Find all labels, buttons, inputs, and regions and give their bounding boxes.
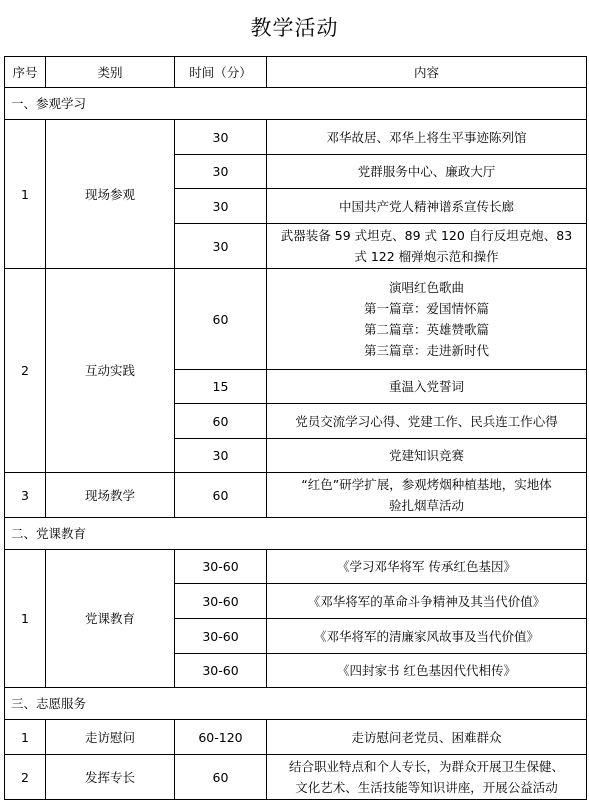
row-number: 3: [5, 473, 46, 518]
content-line: 《邓华将军的清廉家风故事及当代价值》: [313, 628, 539, 644]
content-cell: [267, 550, 587, 584]
content-line: 中国共产党人精神谱系宣传长廊: [338, 198, 514, 214]
section-row: [5, 518, 587, 550]
page-title: 教学活动: [250, 16, 339, 40]
time-cell: 60: [175, 755, 267, 800]
teaching-activities-table: [4, 56, 587, 800]
content-cell: [267, 224, 587, 269]
content-line: 第二篇章：英雄赞歌篇: [363, 322, 489, 337]
table-row: [5, 120, 587, 155]
time-cell: 30: [175, 439, 267, 473]
time-cell: 30: [175, 155, 267, 189]
content-line: 党群服务中心、廉政大厅: [357, 164, 496, 179]
content-line: 结合职业特点和个人专长，为群众开展卫生保健、: [288, 759, 564, 774]
time-cell: 30: [175, 120, 267, 155]
content-line: 党建知识竞赛: [388, 448, 464, 463]
row-number: 1: [5, 550, 46, 688]
section-row: [5, 688, 587, 720]
content-line: 重温入党誓词: [388, 379, 464, 394]
category-cell: 互动实践: [46, 269, 175, 473]
time-cell: 30-60: [175, 654, 267, 688]
content-cell: [267, 654, 587, 688]
section-heading: 三、志愿服务: [5, 688, 587, 720]
table-row: [5, 720, 587, 755]
section-heading: 一、参观学习: [5, 88, 587, 120]
category-cell: 党课教育: [46, 550, 175, 688]
content-cell: [267, 439, 587, 473]
content-cell: [267, 473, 587, 518]
content-cell: [267, 120, 587, 155]
content-line: 武器装备 59 式坦克、89 式 120 自行反坦克炮、83: [280, 228, 573, 243]
category-cell: 发挥专长: [46, 755, 175, 800]
content-line: 第一篇章：爱国情怀篇: [363, 301, 489, 316]
content-cell: [267, 189, 587, 224]
content-line: 邓华故居、邓华上将生平事迹陈列馆: [326, 129, 527, 145]
time-cell: 60-120: [175, 720, 267, 755]
time-cell: 30-60: [175, 619, 267, 654]
content-line: 党员交流学习心得、党建工作、民兵连工作心得: [295, 413, 558, 429]
content-line: 文化艺术、生活技能等知识讲座，开展公益活动: [295, 780, 558, 795]
table-row: [5, 473, 587, 518]
section-heading: 二、党课教育: [5, 518, 587, 550]
header-time: 时间（分）: [175, 57, 267, 88]
time-cell: 15: [175, 370, 267, 404]
time-cell: 60: [175, 404, 267, 439]
time-cell: 60: [175, 269, 267, 370]
time-cell: 30: [175, 224, 267, 269]
time-cell: 60: [175, 473, 267, 518]
table-row: [5, 755, 587, 800]
time-cell: 30: [175, 189, 267, 224]
content-cell: [267, 269, 587, 370]
category-cell: 走访慰问: [46, 720, 175, 755]
category-cell: 现场教学: [46, 473, 175, 518]
header-no: 序号: [5, 57, 46, 88]
content-line: 《学习邓华将军 传承红色基因》: [337, 559, 516, 574]
content-line: 《四封家书 红色基因代代相传》: [337, 663, 516, 678]
row-number: 2: [5, 755, 46, 800]
content-cell: [267, 155, 587, 189]
content-line: 式 122 榴弹炮示范和操作: [354, 249, 499, 264]
section-row: [5, 88, 587, 120]
content-line: 《邓华将军的革命斗争精神及其当代价值》: [307, 593, 546, 609]
content-cell: [267, 619, 587, 654]
content-line: 验扎烟草活动: [388, 498, 464, 513]
content-line: 第三篇章：走进新时代: [363, 343, 489, 358]
content-cell: [267, 755, 587, 800]
header-content: 内容: [267, 57, 587, 88]
content-cell: [267, 370, 587, 404]
content-cell: [267, 584, 587, 619]
header-row: [5, 57, 587, 88]
content-cell: [267, 404, 587, 439]
content-line: 走访慰问老党员、困难群众: [351, 729, 502, 745]
category-cell: 现场参观: [46, 120, 175, 269]
row-number: 2: [5, 269, 46, 473]
content-line: “红色”研学扩展，参观烤烟种植基地，实地体: [301, 477, 552, 492]
table-row: [5, 550, 587, 584]
time-cell: 30-60: [175, 584, 267, 619]
table-row: [5, 269, 587, 370]
row-number: 1: [5, 720, 46, 755]
table-body: [5, 88, 587, 800]
time-cell: 30-60: [175, 550, 267, 584]
content-line: 演唱红色歌曲: [388, 280, 464, 295]
content-cell: [267, 720, 587, 755]
header-category: 类别: [46, 57, 175, 88]
row-number: 1: [5, 120, 46, 269]
